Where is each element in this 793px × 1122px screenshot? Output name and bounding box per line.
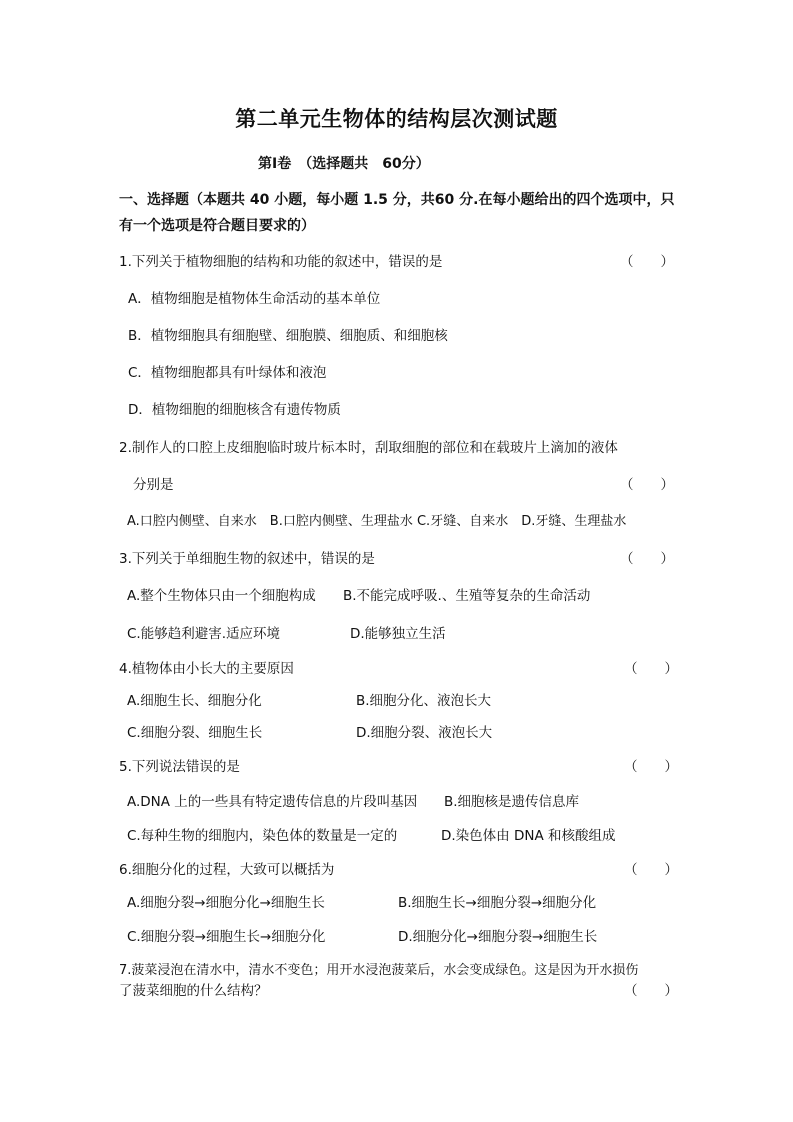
q6-stem: 6.细胞分化的过程，大致可以概括为: [119, 862, 335, 878]
q4-answer-paren: （ ）: [624, 661, 678, 677]
q1-option-a: A．植物细胞是植物体生命活动的基本单位: [128, 291, 381, 307]
q5-answer-paren: （ ）: [624, 759, 678, 775]
q6-option-c: C.细胞分裂→细胞生长→细胞分化: [127, 929, 326, 945]
q2-stem: 2.制作人的口腔上皮细胞临时玻片标本时，刮取细胞的部位和在载玻片上滴加的液体: [119, 440, 618, 456]
q2-answer-paren: （ ）: [620, 477, 674, 493]
q4-option-d: D.细胞分裂、液泡长大: [356, 725, 493, 741]
q3-option-d: D.能够独立生活: [350, 626, 446, 642]
q5-stem: 5.下列说法错误的是: [119, 759, 240, 775]
q4-option-c: C.细胞分裂、细胞生长: [127, 725, 263, 741]
q6-option-d: D.细胞分化→细胞分裂→细胞生长: [398, 929, 598, 945]
q4-option-a: A.细胞生长、细胞分化: [127, 693, 262, 709]
q3-option-a: A.整个生物体只由一个细胞构成: [127, 588, 316, 604]
q2-options: A.口腔内侧壁、自来水 B.口腔内侧壁、生理盐水 C.牙缝、自来水 D.牙缝、生理盐水: [127, 514, 627, 529]
q6-option-b: B.细胞生长→细胞分裂→细胞分化: [398, 895, 597, 911]
q5-option-c: C.每种生物的细胞内，染色体的数量是一定的: [127, 828, 398, 844]
q3-option-b: B.不能完成呼吸.、生殖等复杂的生命活动: [343, 588, 591, 604]
q4-stem: 4.植物体由小长大的主要原因: [119, 661, 294, 677]
q7-stem: 7.菠菜浸泡在清水中，清水不变色；用开水浸泡菠菜后，水会变成绿色。这是因为开水损伤: [119, 963, 639, 978]
q1-stem: 1.下列关于植物细胞的结构和功能的叙述中，错误的是: [119, 254, 443, 270]
section-subtitle: 第Ⅰ卷 （选择题共 60分）: [258, 156, 430, 172]
q1-answer-paren: （ ）: [620, 254, 674, 270]
q7-stem-cont: 了菠菜细胞的什么结构？: [119, 983, 268, 999]
q5-option-a: A.DNA 上的一些具有特定遗传信息的片段叫基因: [127, 794, 418, 810]
q3-answer-paren: （ ）: [620, 551, 674, 567]
q4-option-b: B.细胞分化、液泡长大: [356, 693, 492, 709]
q3-option-c: C.能够趋利避害.适应环境: [127, 626, 281, 642]
q1-option-d: D．植物细胞的细胞核含有遗传物质: [128, 402, 341, 418]
section-instruction: 一、选择题（本题共 40 小题，每小题 1.5 分，共60 分.在每小题给出的四个选项中，只有一个选项是符合题目要求的）: [119, 192, 675, 234]
q3-stem: 3.下列关于单细胞生物的叙述中，错误的是: [119, 551, 375, 567]
q6-answer-paren: （ ）: [624, 862, 678, 878]
q5-option-d: D.染色体由 DNA 和核酸组成: [441, 828, 616, 844]
q1-option-c: C．植物细胞都具有叶绿体和液泡: [128, 365, 327, 381]
q2-stem-cont: 分别是: [133, 477, 174, 493]
page-title: 第二单元生物体的结构层次测试题: [235, 106, 558, 131]
q1-option-b: B．植物细胞具有细胞壁、细胞膜、细胞质、和细胞核: [128, 328, 448, 344]
q5-option-b: B.细胞核是遗传信息库: [444, 794, 580, 810]
q7-answer-paren: （ ）: [624, 983, 678, 999]
q6-option-a: A.细胞分裂→细胞分化→细胞生长: [127, 895, 325, 911]
